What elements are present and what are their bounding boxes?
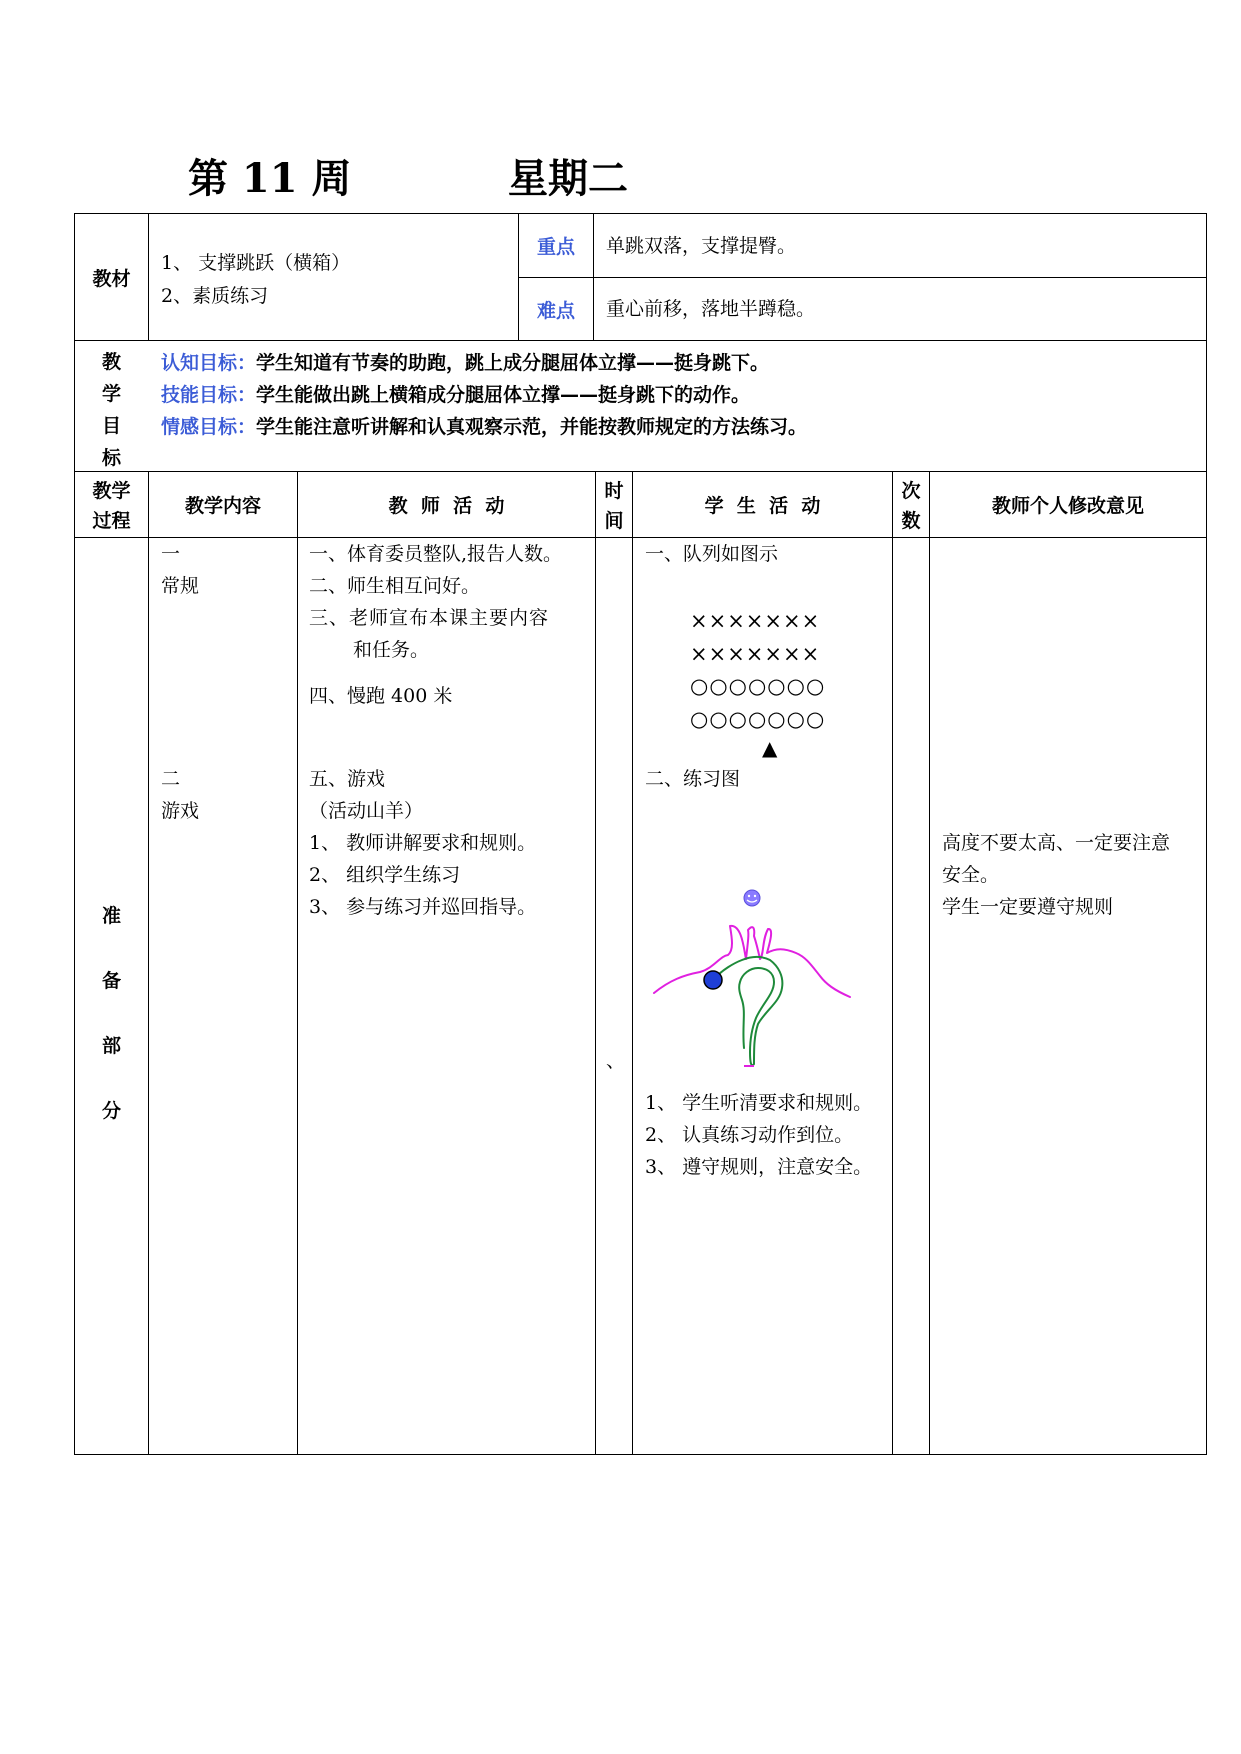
teacher-run: 四、慢跑 400 米 — [309, 685, 453, 707]
header-teacher-activity: 教 师 活 动 — [388, 495, 505, 517]
note-line: 学生一定要遵守规则 — [942, 896, 1114, 918]
goals-label: 教 学 目 标 — [101, 351, 121, 469]
difficulty-text: 重心前移，落地半蹲稳。 — [606, 298, 816, 320]
section-label: 准 备 部 分 — [101, 905, 121, 1122]
material-item: 2、素质练习 — [161, 284, 269, 307]
student-practice-title: 二、练习图 — [645, 768, 741, 790]
formation-row: ○○○○○○○ — [690, 674, 826, 698]
key-point-label: 重点 — [536, 236, 575, 258]
student-formation-title: 一、队列如图示 — [645, 543, 779, 565]
smiley-icon — [744, 890, 760, 906]
content-2-number: 二 — [161, 768, 181, 790]
teacher-game-name: （活动山羊） — [309, 800, 424, 822]
emotion-goal: 情感目标：学生能注意听讲解和认真观察示范，并能按教师规定的方法练习。 — [161, 416, 808, 438]
formation-row: ○○○○○○○ — [690, 706, 826, 731]
content-2-title: 游戏 — [161, 800, 200, 822]
goals-list — [161, 347, 807, 443]
practice-diagram — [650, 880, 865, 1075]
teacher-game: 五、游戏 — [309, 768, 386, 790]
teacher-line: 和任务。 — [353, 639, 430, 661]
teacher-position-marker: ▲ — [762, 736, 778, 760]
teacher-game-step: 3、 参与练习并巡回指导。 — [309, 896, 537, 918]
header-student-activity: 学 生 活 动 — [704, 495, 821, 517]
difficulty-label: 难点 — [536, 299, 575, 322]
content-1-number: 一 — [161, 543, 181, 565]
content-1-title: 常规 — [161, 575, 200, 597]
student-step: 2、 认真练习动作到位。 — [645, 1124, 854, 1146]
teacher-line: 三、老师宣布本课主要内容 — [309, 607, 550, 629]
teacher-line: 一、体育委员整队,报告人数。 — [309, 543, 563, 565]
formation-diagram — [690, 605, 825, 735]
key-point-text: 单跳双落，支撑提臀。 — [606, 235, 797, 257]
header-time: 时 间 — [604, 480, 624, 532]
formation-row: ××××××× — [690, 641, 821, 666]
header-process: 教学 过程 — [92, 480, 131, 532]
day-title: 星期二 — [508, 155, 628, 202]
material-item: 1、 支撑跳跃（横箱） — [161, 252, 351, 274]
header-count: 次 数 — [901, 480, 921, 532]
header-notes: 教师个人修改意见 — [991, 495, 1144, 517]
teacher-line: 二、师生相互问好。 — [309, 575, 481, 597]
student-step: 3、 遵守规则，注意安全。 — [645, 1156, 873, 1178]
note-line: 高度不要太高、一定要注意 — [942, 832, 1171, 854]
note-line: 安全。 — [942, 864, 1000, 886]
material-label: 教材 — [92, 267, 131, 290]
week-title: 第 11 周 — [188, 155, 352, 202]
material-items — [161, 247, 350, 312]
skill-goal: 技能目标：学生能做出跳上横箱成分腿屈体立撑——挺身跳下的动作。 — [161, 384, 751, 406]
student-step: 1、 学生听清要求和规则。 — [645, 1092, 873, 1114]
teacher-game-step: 2、 组织学生练习 — [309, 864, 461, 886]
time-mark: 、 — [606, 1050, 626, 1072]
formation-row: ××××××× — [690, 609, 821, 633]
header-content: 教学内容 — [184, 495, 261, 517]
teacher-game-step: 1、 教师讲解要求和规则。 — [309, 832, 537, 854]
cognitive-goal: 认知目标：学生知道有节奏的助跑，跳上成分腿屈体立撑——挺身跳下。 — [161, 352, 770, 374]
